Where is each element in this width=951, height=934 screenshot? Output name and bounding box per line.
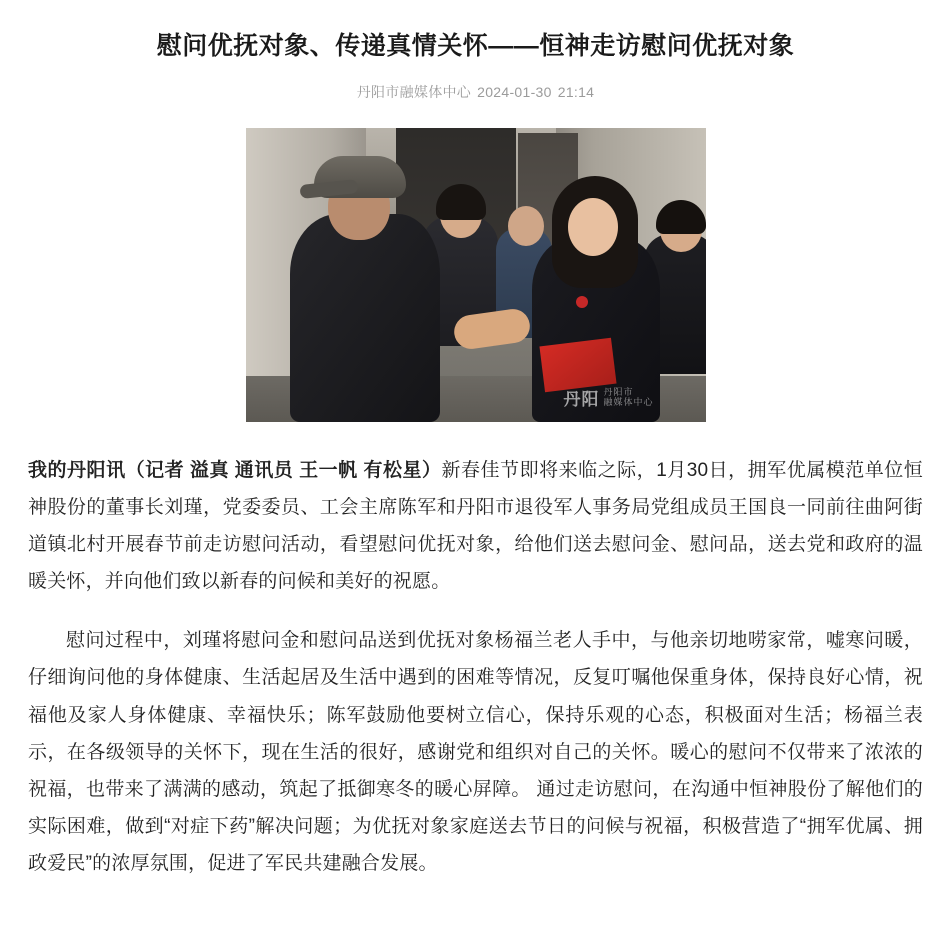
paragraph-1	[28, 452, 923, 600]
photo-party-badge-icon	[576, 296, 588, 308]
watermark-line2: 融媒体中心	[603, 396, 654, 407]
photo-elderly-man-coat	[290, 214, 440, 422]
article-body	[28, 452, 923, 882]
photo-elderly-man-cap	[314, 156, 406, 198]
paragraph-1-lead: 我的丹阳讯（记者 溢真 通讯员 王一帆 有松星）	[28, 460, 442, 482]
article-date: 2024-01-30	[477, 84, 552, 101]
article-source: 丹阳市融媒体中心	[356, 84, 472, 101]
article-photo	[246, 128, 706, 422]
watermark-logo: 丹阳	[563, 390, 600, 410]
photo-watermark	[563, 385, 653, 410]
watermark-line1: 丹阳市	[603, 386, 634, 397]
photo-scene	[246, 128, 706, 422]
paragraph-2: 慰问过程中，刘瑾将慰问金和慰问品送到优抚对象杨福兰老人手中，与他亲切地唠家常，嘘寒问暖，仔细询问他的身体健康、生活起居及生活中遇到的困难等情况，反复叮嘱他保重身体，保持良好心情，祝福他及家人身体健康、幸福快乐；陈军鼓励他要树立信心，保持乐观的心态，积极面对生活；杨福兰表示，在各级领导的关怀下，现在生活的很好，感谢党和组织对自己的关怀。暖心的慰问不仅带来了浓浓的祝福，也带来了满满的感动，筑起了抵御寒冬的暖心屏障。 通过走访慰问，在沟通中恒神股份了解他们的实际困难，做到“对症下药”解决问题；为优抚对象家庭送去节日的问候与祝福，积极营造了“拥军优属、拥政爱民”的浓厚氛围，促进了军民共建融合发展。	[28, 630, 923, 874]
paragraph-1-text: 新春佳节即将来临之际，1月30日，拥军优属模范单位恒神股份的董事长刘瑾，党委委员、工会主席陈军和丹阳市退役军人事务局党组成员王国良一同前往曲阿街道镇北村开展春节前走访慰问活动，看望慰问优抚对象，给他们送去慰问金、慰问品，送去党和政府的温暖关怀，并向他们致以新春的问候和美好的祝愿。	[28, 460, 924, 593]
article-meta	[28, 82, 923, 102]
photo-official-woman-face	[568, 198, 618, 256]
article-time: 21:14	[557, 84, 595, 101]
page-title: 慰问优抚对象、传递真情关怀——恒神走访慰问优抚对象	[156, 32, 795, 60]
photo-person-background-2-head	[508, 206, 544, 246]
